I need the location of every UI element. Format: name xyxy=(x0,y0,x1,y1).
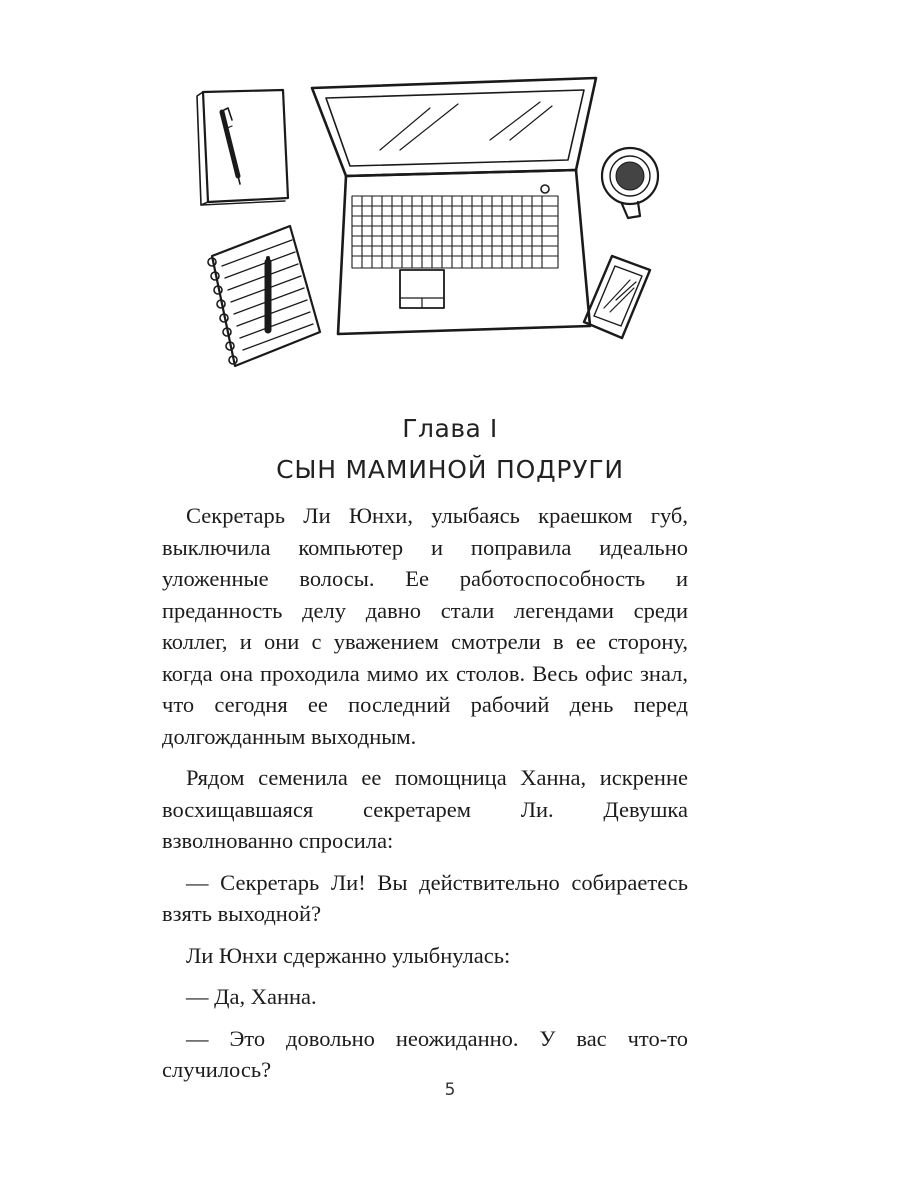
chapter-title: СЫН МАМИНОЙ ПОДРУГИ xyxy=(276,455,624,484)
smartphone-icon xyxy=(584,256,650,338)
closed-notebook-icon xyxy=(197,90,288,205)
dialogue-line: — Секретарь Ли! Вы действительно собираетесь взять выходной? xyxy=(162,869,688,926)
dialogue-line: — Это довольно неожиданно. У вас что-то случилось? xyxy=(162,1025,688,1082)
laptop-icon xyxy=(312,78,596,334)
chapter-body xyxy=(162,500,688,1086)
spiral-notepad-icon xyxy=(208,226,320,366)
desk-illustration xyxy=(0,0,900,390)
paragraph: Рядом семенила ее помощница Ханна, искренне восхищавшаяся секретарем Ли. Девушка взволнованно спросила: xyxy=(162,765,688,853)
desk-sketch-drawing xyxy=(0,0,900,390)
chapter-label: Глава I xyxy=(402,414,498,443)
coffee-cup-icon xyxy=(602,148,658,218)
page-number: 5 xyxy=(444,1080,456,1100)
paragraph: Ли Юнхи сдержанно улыбнулась: xyxy=(186,942,511,968)
paragraph: Секретарь Ли Юнхи, улыбаясь краешком губ, выключила компьютер и поправила идеально уложенные волосы. Ее работоспособность и преданность делу давно стали легендами среди коллег, и они с уважением смотрели в ее сторону, когда она проходила мимо их столов. Весь офис знал, что сегодня ее последний рабочий день перед долгожданным выходным. xyxy=(162,503,688,749)
dialogue-line: — Да, Ханна. xyxy=(186,984,317,1009)
